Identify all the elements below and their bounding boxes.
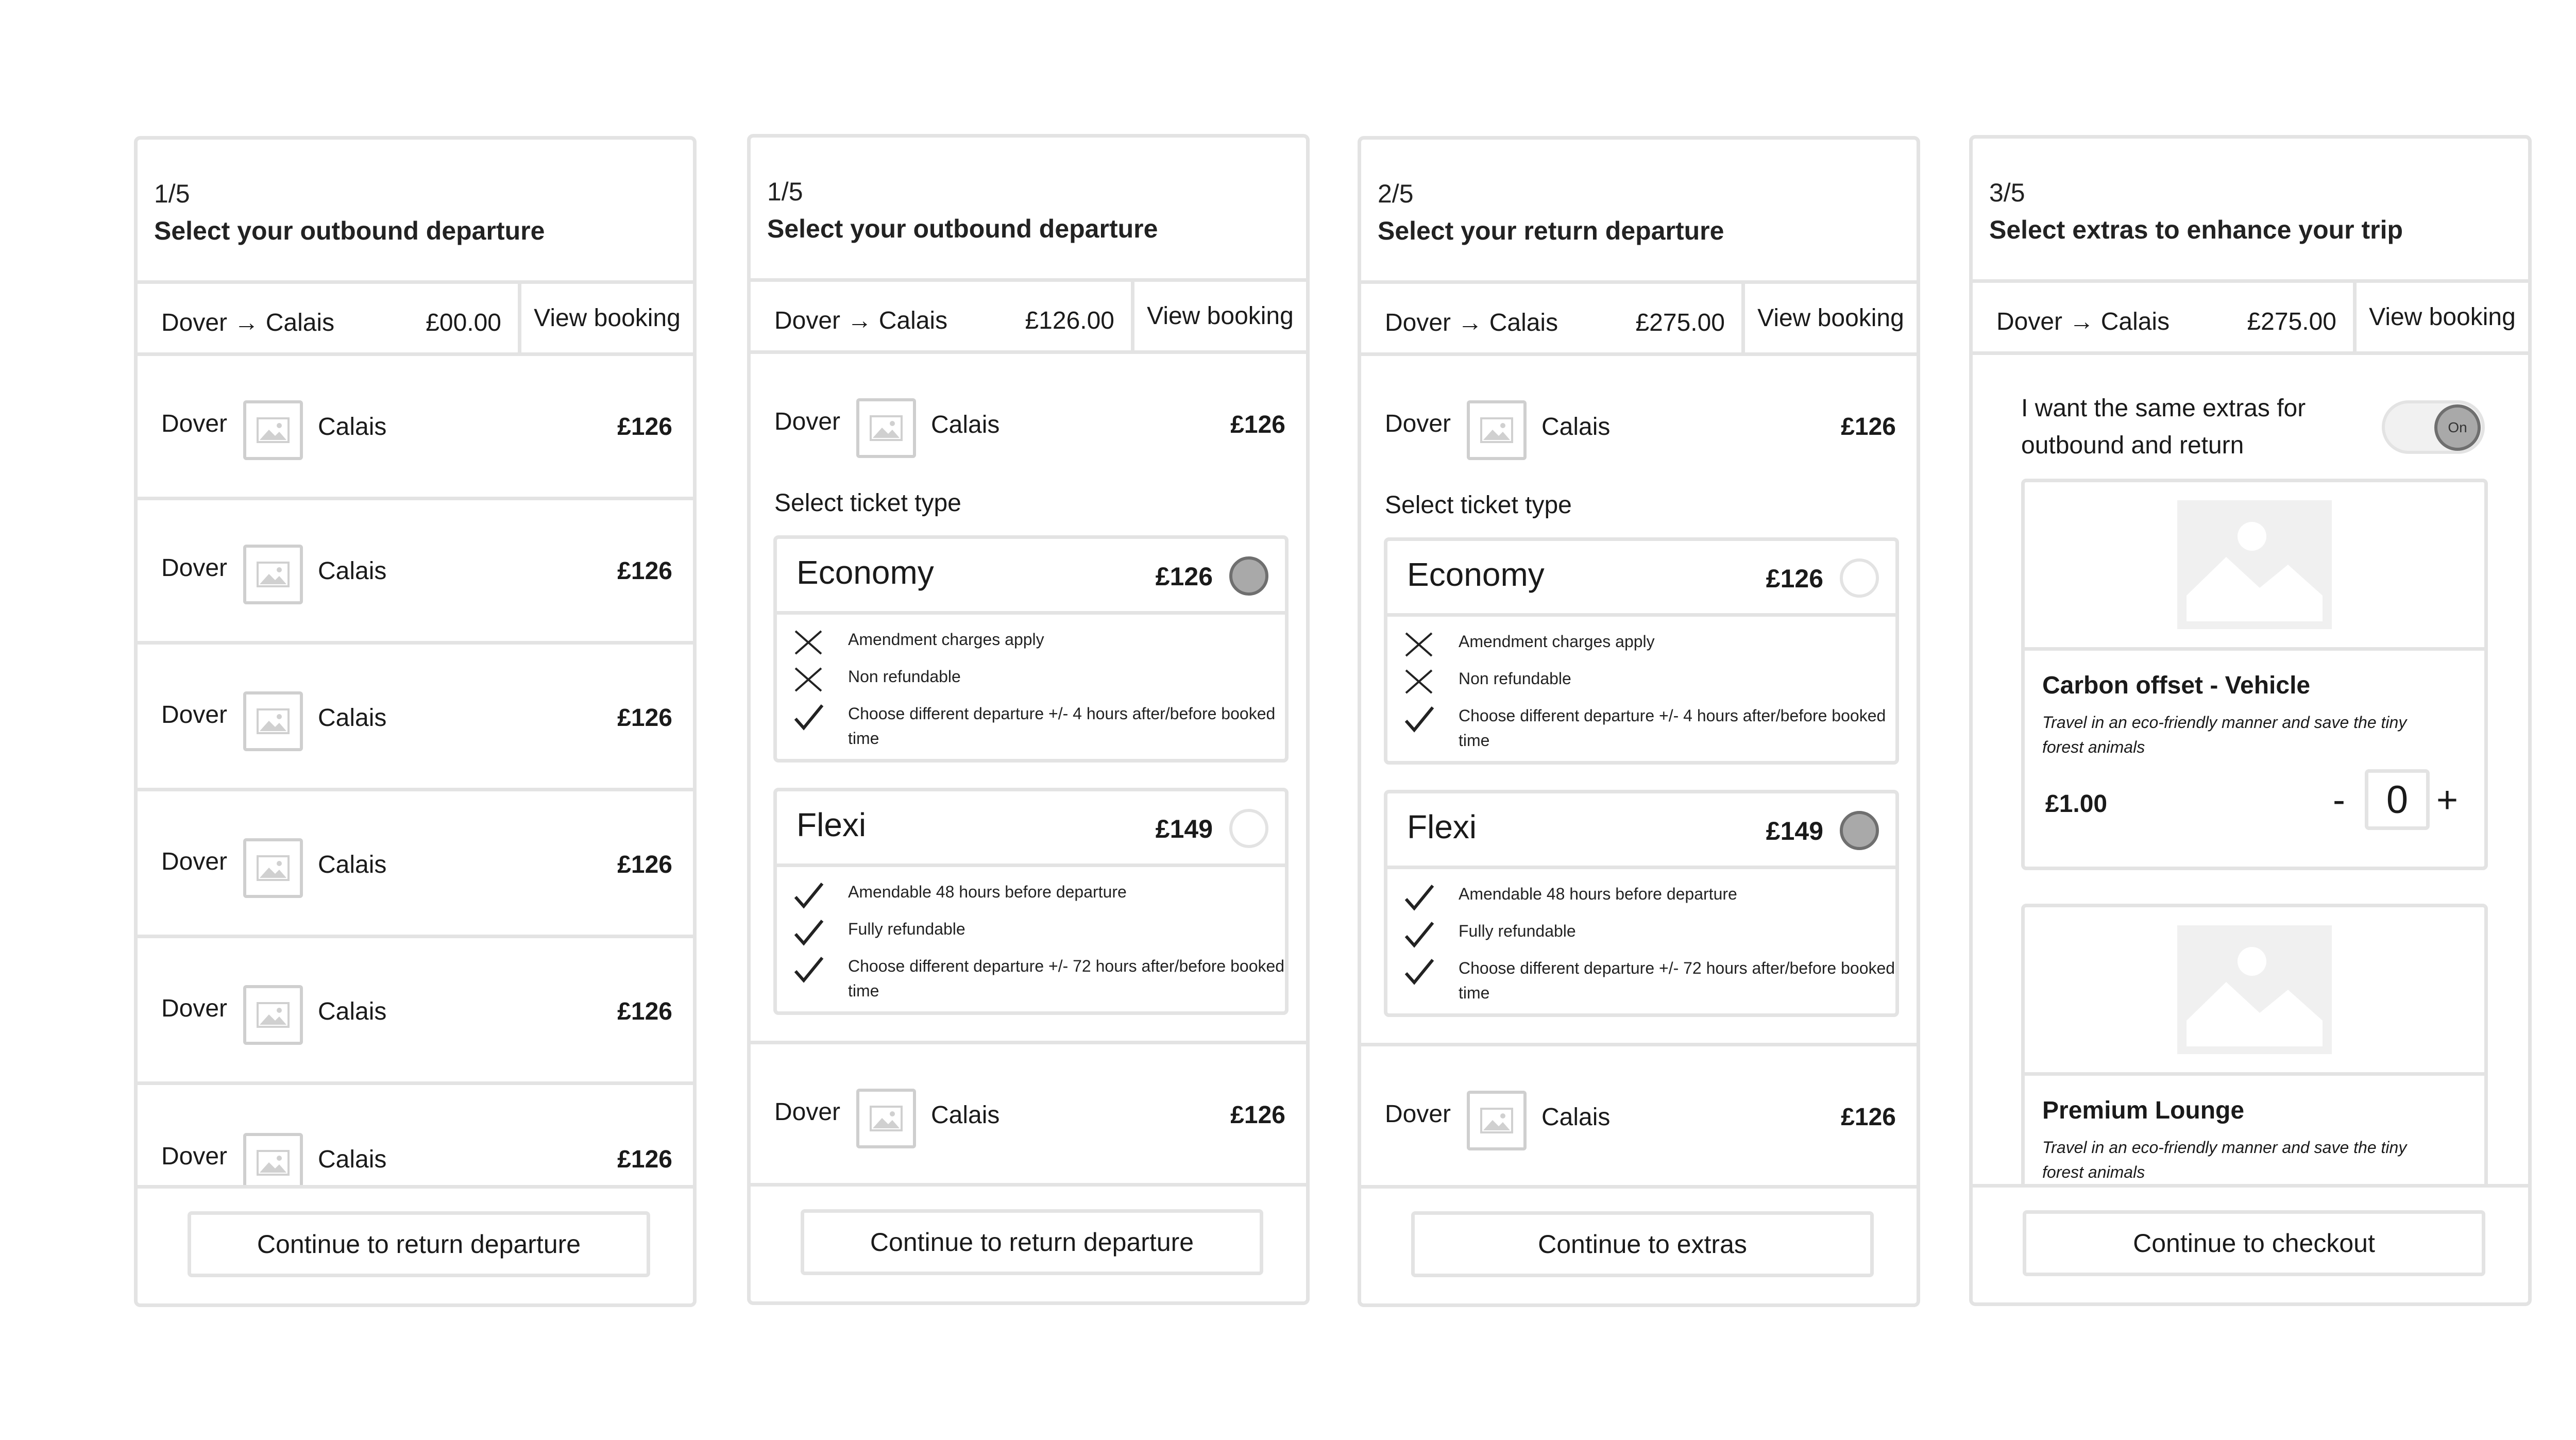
feature-text: Choose different departure +/- 72 hours after/before booked time bbox=[848, 957, 1285, 1000]
page-title: Select your return departure bbox=[1378, 216, 1724, 245]
departure-row[interactable] bbox=[1361, 1046, 1917, 1191]
feature-item bbox=[1387, 666, 1895, 691]
ticket-radio[interactable] bbox=[1229, 809, 1268, 848]
decrement-button[interactable]: - bbox=[2324, 780, 2354, 821]
ticket-card-header bbox=[777, 791, 1285, 867]
feature-text: Choose different departure +/- 4 hours after/before booked time bbox=[1459, 706, 1886, 750]
feature-list bbox=[1387, 617, 1895, 761]
departure-price: £126 bbox=[617, 1146, 672, 1173]
image-placeholder-icon bbox=[1467, 400, 1527, 460]
page-title: Select your outbound departure bbox=[767, 214, 1158, 243]
toggle-knob: On bbox=[2434, 404, 2481, 451]
extra-title: Premium Lounge bbox=[2042, 1097, 2245, 1124]
feature-list bbox=[1387, 869, 1895, 1013]
arrival-port: Calais bbox=[318, 704, 387, 732]
feature-text: Choose different departure +/- 72 hours after/before booked time bbox=[1459, 959, 1895, 1002]
arrival-port: Calais bbox=[318, 413, 387, 441]
check-icon bbox=[1403, 920, 1435, 948]
departure-row[interactable] bbox=[138, 794, 693, 938]
image-placeholder-icon bbox=[243, 545, 303, 604]
departure-port: Dover bbox=[161, 554, 228, 582]
departure-row[interactable] bbox=[138, 647, 693, 791]
ticket-card-flexi[interactable] bbox=[773, 788, 1289, 1015]
feature-list bbox=[777, 615, 1285, 759]
image-placeholder-icon bbox=[1467, 1091, 1527, 1150]
arrival-port: Calais bbox=[1541, 413, 1611, 441]
departure-port: Dover bbox=[1385, 1100, 1451, 1128]
route-label: Dover → Calais bbox=[1996, 308, 2170, 335]
image-placeholder-icon bbox=[243, 691, 303, 751]
feature-text: Amendable 48 hours before departure bbox=[1459, 885, 1737, 903]
check-icon bbox=[792, 955, 824, 984]
departure-port: Dover bbox=[161, 1143, 228, 1170]
check-icon bbox=[1403, 957, 1435, 986]
cross-icon bbox=[792, 665, 824, 694]
image-placeholder-icon bbox=[243, 1133, 303, 1193]
extra-card-body bbox=[2025, 1076, 2484, 1184]
ticket-price: £149 bbox=[1155, 815, 1213, 843]
departure-price: £126 bbox=[617, 413, 672, 441]
booking-summary-bar bbox=[1973, 283, 2528, 355]
arrival-port: Calais bbox=[318, 1146, 387, 1173]
ticket-name: Flexi bbox=[796, 806, 867, 843]
departure-port: Dover bbox=[774, 1098, 841, 1126]
check-icon bbox=[1403, 883, 1435, 911]
departure-price: £126 bbox=[617, 704, 672, 732]
check-icon bbox=[1403, 704, 1435, 733]
increment-button[interactable]: + bbox=[2432, 780, 2463, 821]
same-extras-label: I want the same extras for outbound and return bbox=[2021, 395, 2306, 459]
route-label: Dover → Calais bbox=[774, 307, 948, 334]
departure-row-expanded bbox=[1361, 356, 1917, 1046]
departure-row[interactable] bbox=[138, 941, 693, 1085]
step-indicator: 1/5 bbox=[154, 179, 190, 208]
ticket-card-economy[interactable] bbox=[1384, 537, 1899, 765]
ticket-name: Flexi bbox=[1407, 808, 1477, 845]
screen-return-ticket-type bbox=[1358, 136, 1920, 1307]
screen-outbound-list bbox=[134, 136, 697, 1307]
route-label: Dover → Calais bbox=[161, 309, 335, 336]
screen-footer bbox=[1361, 1185, 1917, 1303]
arrival-port: Calais bbox=[318, 851, 387, 878]
departure-price: £126 bbox=[1841, 413, 1896, 441]
image-placeholder-icon bbox=[856, 1089, 916, 1148]
feature-text: Fully refundable bbox=[1459, 922, 1576, 940]
booking-total: £275.00 bbox=[1635, 309, 1725, 336]
feature-item bbox=[1387, 703, 1895, 753]
same-extras-toggle[interactable] bbox=[2382, 400, 2485, 454]
ticket-card-flexi[interactable] bbox=[1384, 790, 1899, 1017]
view-booking-button[interactable]: View booking bbox=[1131, 282, 1306, 350]
screen-header bbox=[138, 140, 693, 284]
ticket-radio[interactable] bbox=[1840, 558, 1879, 598]
screen-header bbox=[751, 138, 1306, 282]
arrival-port: Calais bbox=[1541, 1104, 1611, 1131]
arrival-port: Calais bbox=[318, 557, 387, 585]
feature-text: Fully refundable bbox=[848, 920, 965, 938]
departure-price: £126 bbox=[1841, 1104, 1896, 1131]
quantity-input[interactable]: 0 bbox=[2365, 769, 2430, 830]
image-placeholder-icon bbox=[243, 400, 303, 460]
extra-card-body bbox=[2025, 651, 2484, 822]
ticket-card-header bbox=[1387, 793, 1895, 869]
ticket-card-economy[interactable] bbox=[773, 535, 1289, 763]
feature-text: Choose different departure +/- 4 hours after/before booked time bbox=[848, 704, 1276, 748]
feature-text: Amendable 48 hours before departure bbox=[848, 883, 1127, 901]
cross-icon bbox=[1403, 630, 1435, 659]
check-icon bbox=[792, 880, 824, 909]
booking-summary-bar bbox=[138, 284, 693, 356]
booking-summary-bar bbox=[1361, 284, 1917, 356]
departure-port: Dover bbox=[161, 848, 228, 875]
check-icon bbox=[792, 918, 824, 946]
ticket-card-header bbox=[1387, 541, 1895, 617]
feature-text: Non refundable bbox=[1459, 669, 1571, 688]
extra-title: Carbon offset - Vehicle bbox=[2042, 672, 2311, 699]
page-title: Select your outbound departure bbox=[154, 216, 545, 245]
feature-item bbox=[777, 701, 1285, 751]
ticket-name: Economy bbox=[796, 554, 934, 591]
screen-header bbox=[1973, 139, 2528, 283]
feature-item bbox=[777, 917, 1285, 941]
departure-port: Dover bbox=[161, 995, 228, 1022]
departure-price: £126 bbox=[617, 557, 672, 585]
extra-price: £1.00 bbox=[2045, 790, 2108, 818]
booking-total: £126.00 bbox=[1025, 307, 1114, 334]
ticket-radio[interactable] bbox=[1840, 811, 1879, 850]
cross-icon bbox=[1403, 667, 1435, 696]
screen-footer bbox=[751, 1183, 1306, 1301]
feature-list bbox=[777, 867, 1285, 1011]
departure-row-expanded bbox=[751, 354, 1306, 1044]
departure-row[interactable] bbox=[751, 1044, 1306, 1189]
departure-port: Dover bbox=[161, 701, 228, 729]
feature-item bbox=[1387, 956, 1895, 1005]
image-placeholder-icon bbox=[243, 985, 303, 1045]
ticket-price: £126 bbox=[1766, 564, 1823, 593]
ticket-card-header bbox=[777, 539, 1285, 615]
continue-button[interactable]: Continue to return departure bbox=[801, 1209, 1263, 1275]
step-indicator: 2/5 bbox=[1378, 179, 1414, 208]
feature-item bbox=[777, 954, 1285, 1003]
image-placeholder-icon bbox=[2025, 907, 2484, 1076]
feature-item bbox=[1387, 919, 1895, 943]
continue-button[interactable]: Continue to extras bbox=[1411, 1211, 1874, 1277]
view-booking-button[interactable]: View booking bbox=[2353, 283, 2528, 351]
arrival-port: Calais bbox=[318, 998, 387, 1025]
arrival-port: Calais bbox=[931, 1102, 1000, 1129]
booking-summary-bar bbox=[751, 282, 1306, 354]
route-label: Dover → Calais bbox=[1385, 309, 1558, 336]
departure-port: Dover bbox=[774, 408, 841, 435]
extra-card-carbon-offset bbox=[2021, 479, 2488, 870]
departure-price: £126 bbox=[617, 851, 672, 878]
feature-item bbox=[777, 627, 1285, 652]
departure-price: £126 bbox=[1230, 1102, 1285, 1129]
step-indicator: 3/5 bbox=[1989, 178, 2025, 207]
ticket-price: £126 bbox=[1155, 562, 1213, 591]
screen-header bbox=[1361, 140, 1917, 284]
screen-outbound-ticket-type bbox=[747, 134, 1310, 1305]
ticket-type-label: Select ticket type bbox=[1385, 492, 1572, 519]
ticket-type-label: Select ticket type bbox=[774, 489, 961, 517]
screen-footer bbox=[1973, 1184, 2528, 1302]
view-booking-button[interactable]: View booking bbox=[1741, 284, 1917, 352]
feature-item bbox=[777, 879, 1285, 904]
ticket-radio[interactable] bbox=[1229, 556, 1268, 596]
booking-total: £275.00 bbox=[2247, 308, 2336, 335]
continue-button[interactable]: Continue to checkout bbox=[2023, 1210, 2485, 1276]
departure-row[interactable] bbox=[138, 500, 693, 645]
feature-item bbox=[777, 664, 1285, 689]
departure-row[interactable] bbox=[138, 356, 693, 500]
arrival-port: Calais bbox=[931, 411, 1000, 438]
ticket-name: Economy bbox=[1407, 556, 1545, 593]
extra-description: Travel in an eco-friendly manner and save the tiny forest animals bbox=[2042, 713, 2407, 756]
departure-port: Dover bbox=[1385, 410, 1451, 437]
image-placeholder-icon bbox=[2025, 482, 2484, 651]
feature-text: Non refundable bbox=[848, 667, 961, 686]
image-placeholder-icon bbox=[243, 838, 303, 898]
feature-text: Amendment charges apply bbox=[1459, 632, 1655, 651]
feature-text: Amendment charges apply bbox=[848, 630, 1044, 649]
view-booking-button[interactable]: View booking bbox=[518, 284, 693, 352]
cross-icon bbox=[792, 628, 824, 657]
ticket-price: £149 bbox=[1766, 817, 1823, 845]
feature-item bbox=[1387, 882, 1895, 906]
feature-item bbox=[1387, 629, 1895, 654]
extra-description: Travel in an eco-friendly manner and save the tiny forest animals bbox=[2042, 1138, 2407, 1181]
page-title: Select extras to enhance your trip bbox=[1989, 215, 2403, 244]
continue-button[interactable]: Continue to return departure bbox=[188, 1211, 650, 1277]
screen-footer bbox=[138, 1185, 693, 1303]
step-indicator: 1/5 bbox=[767, 177, 803, 206]
booking-total: £00.00 bbox=[426, 309, 501, 336]
departure-price: £126 bbox=[1230, 411, 1285, 438]
check-icon bbox=[792, 702, 824, 731]
departure-price: £126 bbox=[617, 998, 672, 1025]
departure-port: Dover bbox=[161, 410, 228, 437]
image-placeholder-icon bbox=[856, 398, 916, 458]
screen-extras bbox=[1969, 135, 2532, 1306]
